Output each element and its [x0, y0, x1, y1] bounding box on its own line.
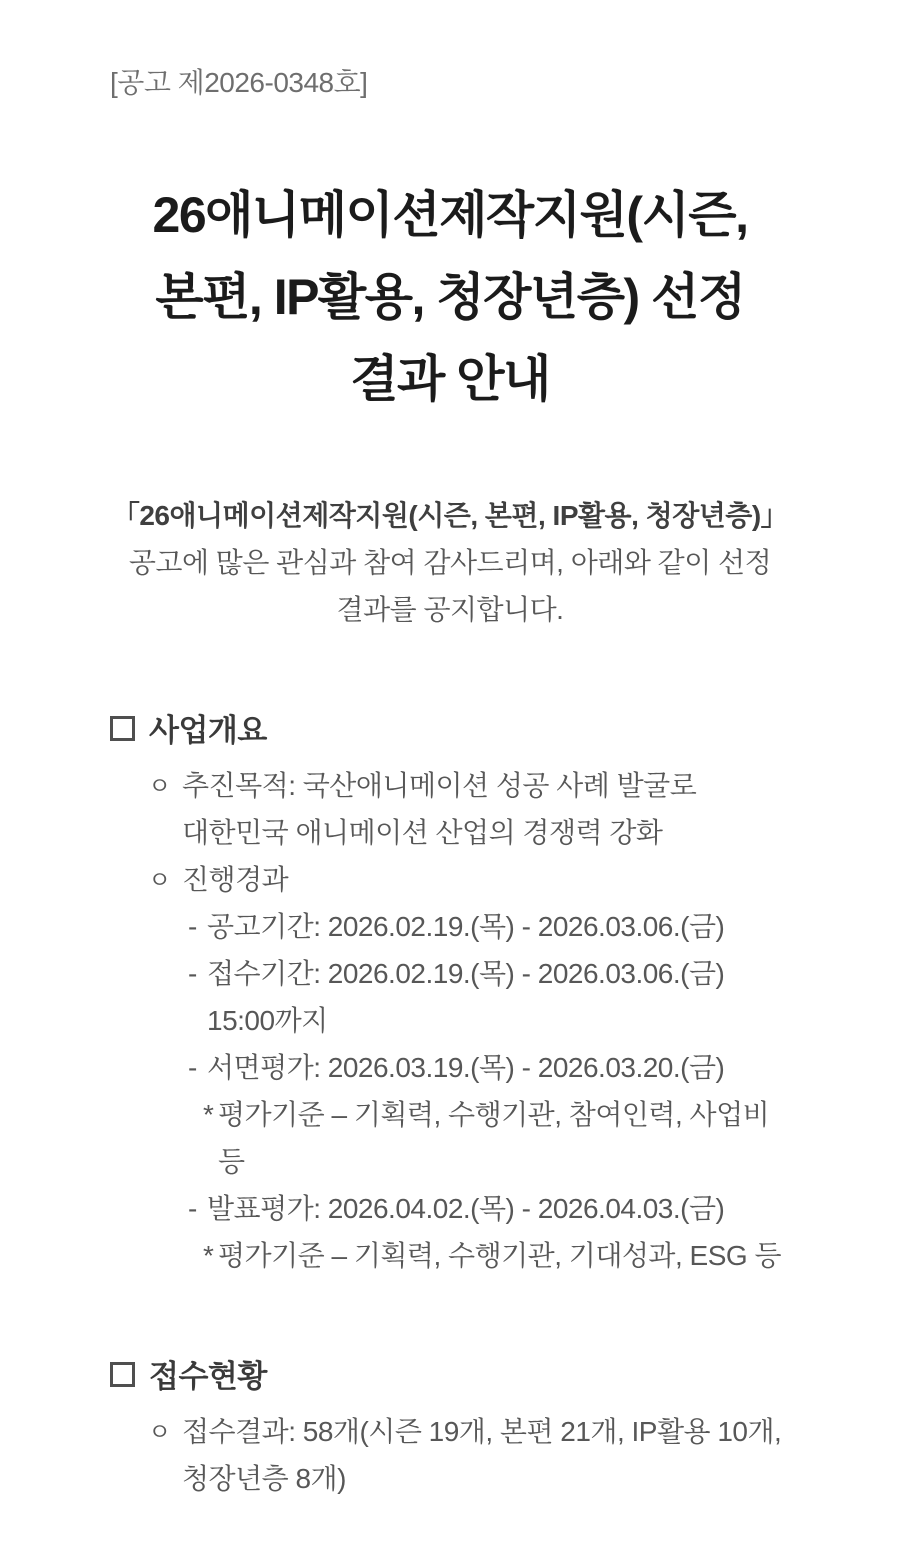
section-heading-text: 접수현황	[149, 1359, 267, 1394]
sublist-item	[110, 1044, 790, 1091]
note-item-text: 평가기준 – 기획력, 수행기관, 참여인력, 사업비 등	[218, 1099, 770, 1177]
square-bullet-icon	[110, 716, 135, 741]
circle-bullet-icon: ㅇ	[148, 867, 171, 894]
circle-bullet-icon: ㅇ	[148, 773, 171, 800]
asterisk-bullet-icon: *	[203, 1240, 214, 1271]
section-application-status-heading	[110, 1351, 790, 1396]
intro-bold-text: 「26애니메이션제작지원(시즌, 본편, IP활용, 청장년층)」	[111, 500, 789, 531]
intro-regular-text: 공고에 많은 관심과 참여 감사드리며, 아래와 같이 선정 결과를 공지합니다.	[128, 547, 772, 625]
list-item-text: 진행경과	[182, 864, 289, 895]
square-bullet-icon	[110, 1362, 135, 1387]
sublist-item-text: 발표평가: 2026.04.02.(목) - 2026.04.03.(금)	[207, 1193, 725, 1224]
sublist-item-text: 서면평가: 2026.03.19.(목) - 2026.03.20.(금)	[207, 1052, 725, 1083]
sublist-item	[110, 950, 790, 1044]
note-item-text: 평가기준 – 기획력, 수행기관, 기대성과, ESG 등	[218, 1240, 781, 1271]
sublist-item	[110, 903, 790, 950]
note-item	[110, 1091, 790, 1185]
list-item	[110, 1408, 790, 1502]
dash-bullet-icon: -	[188, 1193, 197, 1224]
list-item-text: 접수결과: 58개(시즌 19개, 본편 21개, IP활용 10개, 청장년층 8개)	[182, 1416, 782, 1494]
doc-number: [공고 제2026-0348호]	[110, 67, 368, 98]
dash-bullet-icon: -	[188, 1052, 197, 1083]
section-heading-text: 사업개요	[149, 713, 267, 748]
section-application-status	[110, 1351, 790, 1502]
intro-paragraph	[110, 492, 790, 633]
list-item-text: 추진목적: 국산애니메이션 성공 사례 발굴로 대한민국 애니메이션 산업의 경쟁력 강화	[182, 770, 697, 848]
dash-bullet-icon: -	[188, 911, 197, 942]
section-business-overview-heading	[110, 705, 790, 750]
asterisk-bullet-icon: *	[203, 1099, 214, 1130]
sublist-item-text: 공고기간: 2026.02.19.(목) - 2026.03.06.(금)	[207, 911, 725, 942]
sublist-item-text: 접수기간: 2026.02.19.(목) - 2026.03.06.(금) 15:00까지	[207, 958, 725, 1036]
section-business-overview	[110, 705, 790, 1279]
circle-bullet-icon: ㅇ	[148, 1419, 171, 1446]
list-item	[110, 762, 790, 856]
list-item	[110, 856, 790, 903]
note-item	[110, 1232, 790, 1279]
dash-bullet-icon: -	[188, 958, 197, 989]
page-title: 26애니메이션제작지원(시즌, 본편, IP활용, 청장년층) 선정 결과 안내	[152, 187, 748, 407]
sublist-item	[110, 1185, 790, 1232]
